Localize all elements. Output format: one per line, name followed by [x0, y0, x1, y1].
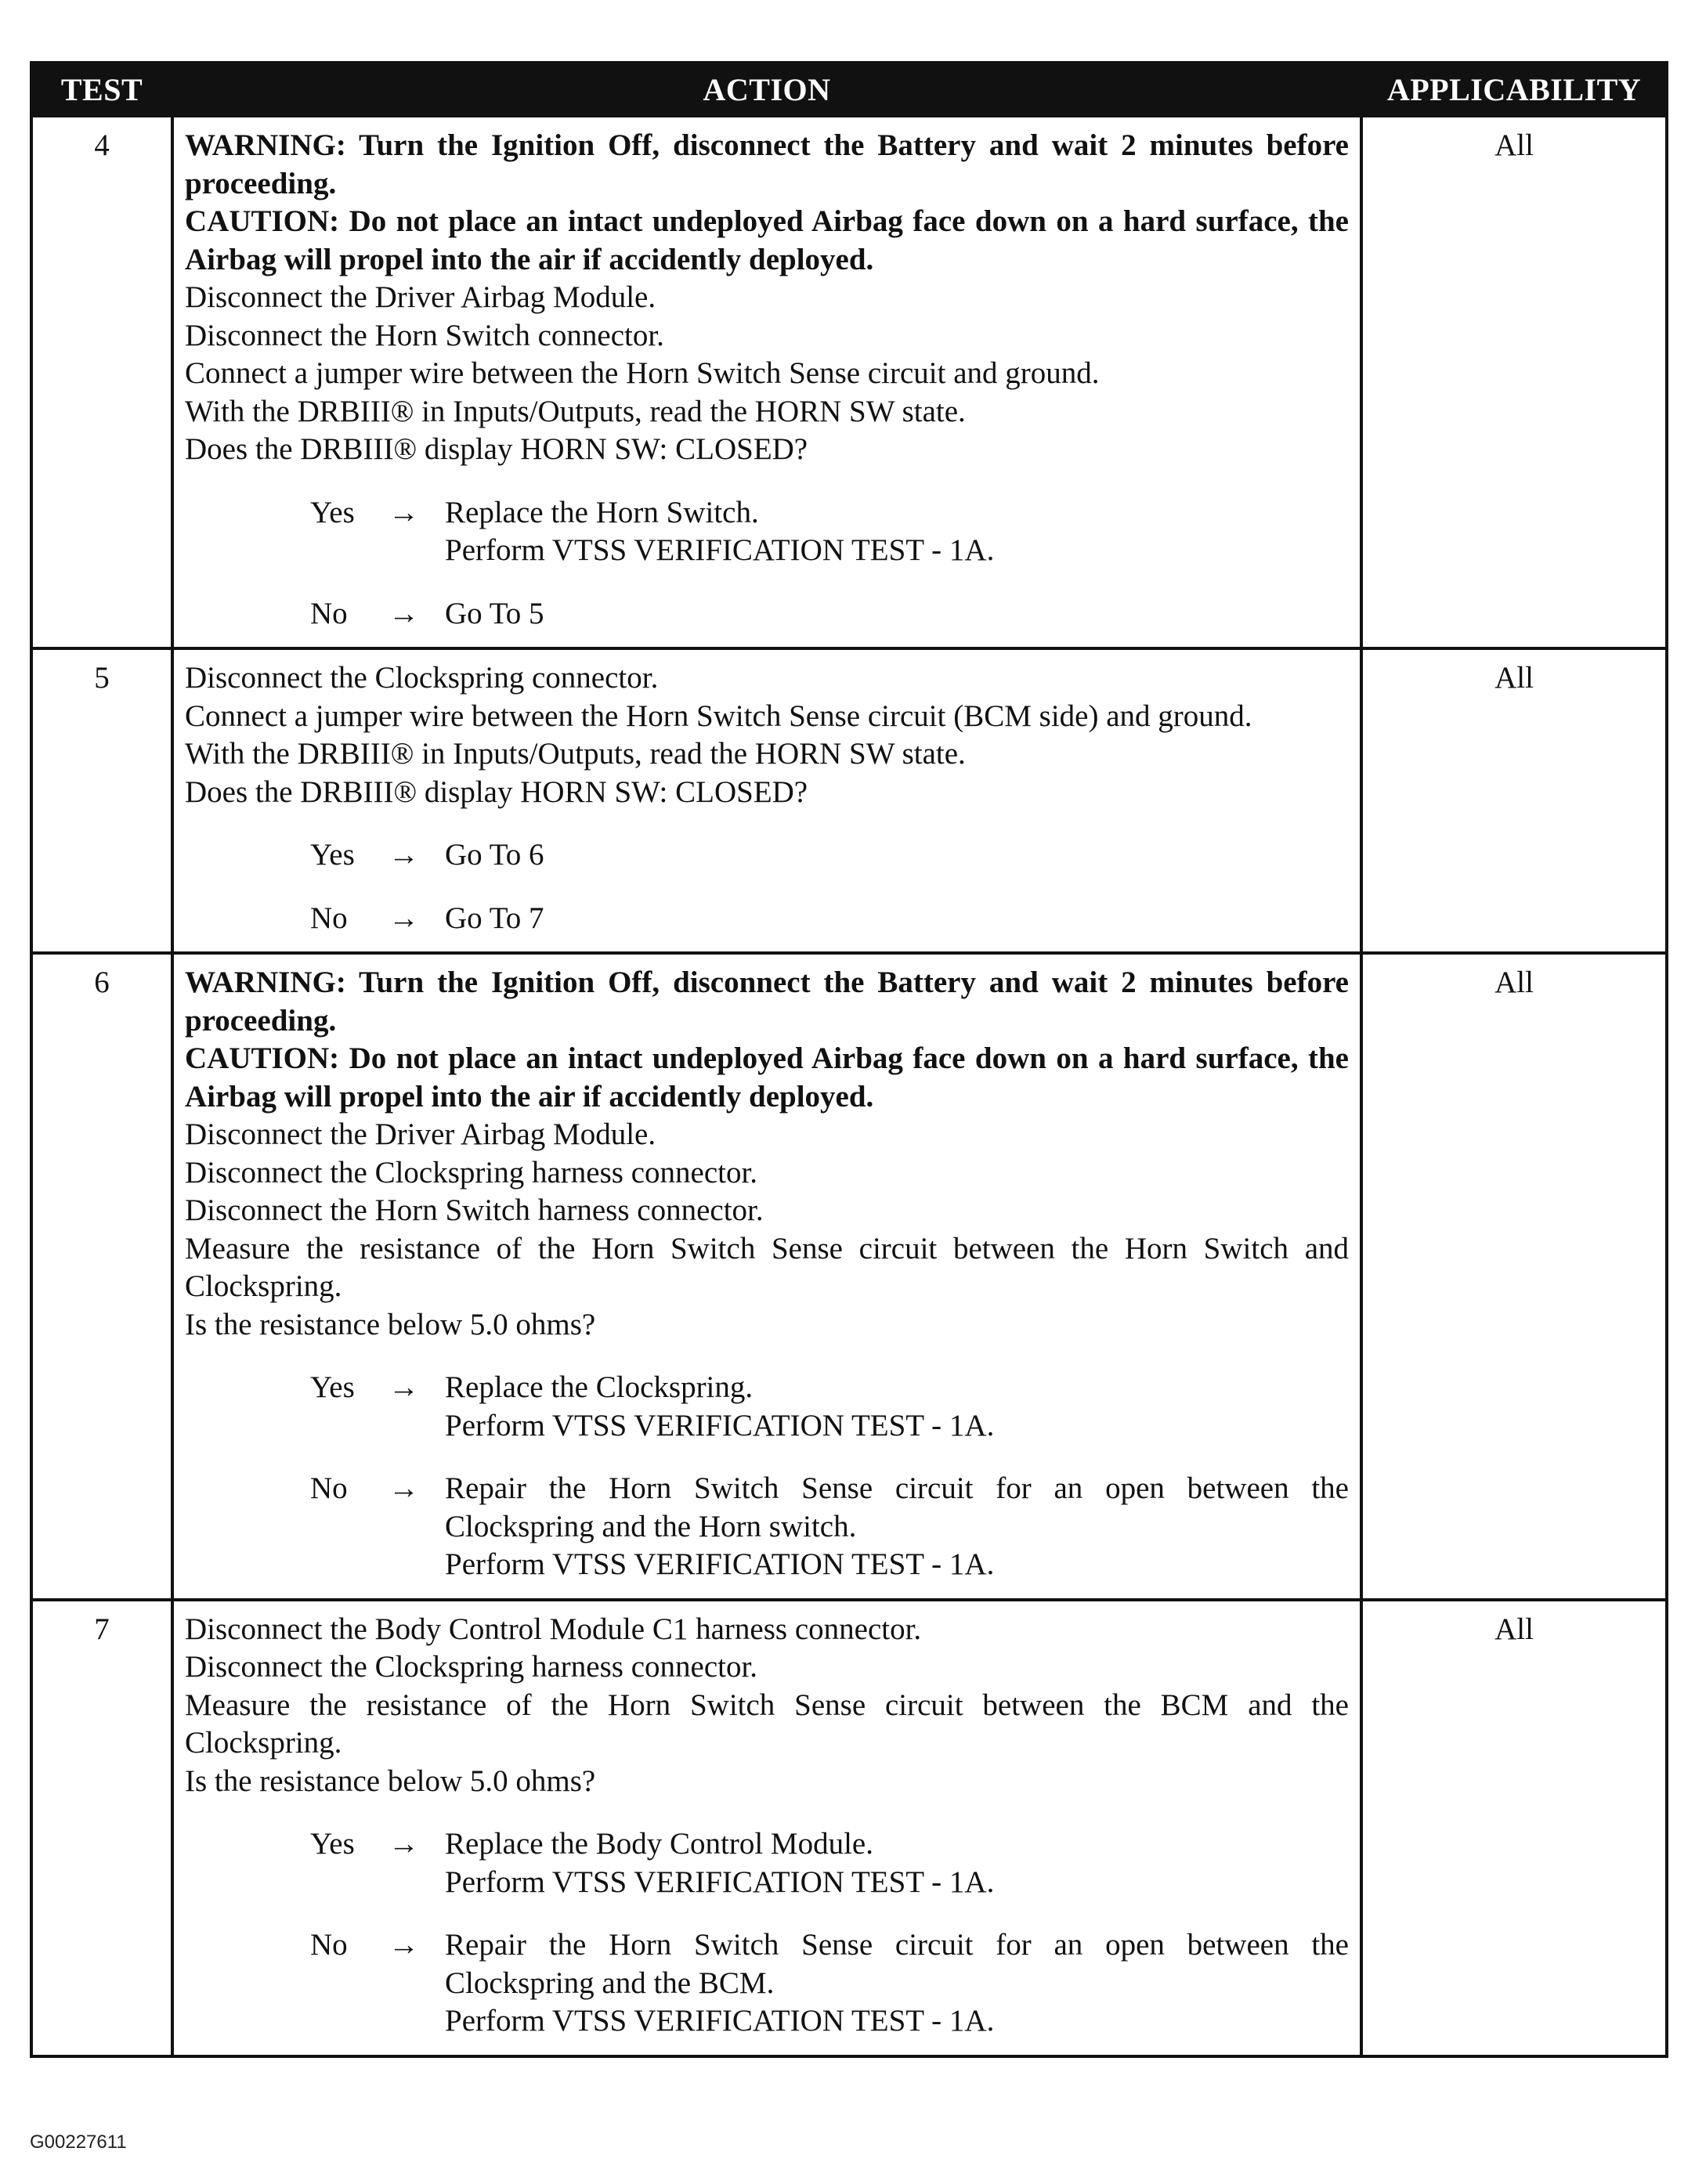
answer-list: [185, 1825, 1349, 2041]
answer-text: Repair the Horn Switch Sense circuit for an open between the Clockspring and the BCM.: [445, 1928, 1349, 2000]
instruction-text: Is the resistance below 5.0 ohms?: [185, 1307, 596, 1341]
diagnostic-test-table: [30, 61, 1668, 2058]
answer-label: Yes: [310, 838, 355, 872]
table-row: [31, 648, 1667, 953]
answer-text: Go To 6: [445, 838, 544, 872]
answer-list: [185, 494, 1349, 634]
answer-body: [445, 1470, 1349, 1584]
instruction-text: Disconnect the Clockspring connector.: [185, 661, 659, 695]
arrow-right-icon: →: [389, 1471, 419, 1505]
table-row: [31, 116, 1667, 648]
table-row: [31, 1600, 1667, 2056]
arrow-right-icon: →: [389, 1827, 419, 1861]
arrow-right-icon: →: [389, 1928, 419, 1962]
answer-text: Perform VTSS VERIFICATION TEST - 1A.: [445, 2004, 995, 2038]
instruction-text: Connect a jumper wire between the Horn Switch Sense circuit and ground.: [185, 356, 1100, 390]
answer-text: Go To 7: [445, 901, 544, 935]
instruction-text: Does the DRBIII® display HORN SW: CLOSED?: [185, 774, 808, 809]
warning-text: CAUTION: Do not place an intact undeployed Airbag face down on a hard surface, the Airbag will propel into the air if accidently deployed.: [185, 1041, 1349, 1114]
instruction-text: Disconnect the Driver Airbag Module.: [185, 1117, 656, 1151]
answer-text: Replace the Horn Switch.: [445, 495, 759, 529]
instruction-text: Connect a jumper wire between the Horn Switch Sense circuit (BCM side) and ground.: [185, 699, 1252, 733]
answer-label: No: [310, 596, 348, 630]
answer-yes: [185, 1369, 1349, 1445]
header-action: ACTION: [172, 63, 1361, 116]
instruction-text: Disconnect the Horn Switch connector.: [185, 318, 664, 352]
answer-text: Replace the Body Control Module.: [445, 1827, 873, 1861]
instruction-text: Disconnect the Body Control Module C1 harness connector.: [185, 1612, 922, 1646]
applicability-cell: All: [1361, 953, 1667, 1600]
instruction-text: With the DRBIII® in Inputs/Outputs, read the HORN SW state.: [185, 394, 966, 428]
table-row: [31, 953, 1667, 1600]
action-cell: [172, 648, 1361, 953]
arrow-right-icon: →: [389, 838, 419, 872]
arrow-right-icon: →: [389, 901, 419, 935]
header-test: TEST: [31, 63, 172, 116]
instruction-text: Measure the resistance of the Horn Switch Sense circuit between the BCM and the Clockspring.: [185, 1688, 1349, 1760]
answer-yes: [185, 494, 1349, 570]
answer-label: Yes: [310, 1827, 355, 1861]
figure-id: G00227611: [30, 2132, 127, 2153]
answer-text: Replace the Clockspring.: [445, 1370, 754, 1404]
answer-label: Yes: [310, 1370, 355, 1404]
answer-text: Perform VTSS VERIFICATION TEST - 1A.: [445, 1865, 995, 1899]
answer-body: [445, 595, 1349, 634]
warning-text: CAUTION: Do not place an intact undeployed Airbag face down on a hard surface, the Airbag will propel into the air if accidently deployed.: [185, 204, 1349, 276]
answer-text: Perform VTSS VERIFICATION TEST - 1A.: [445, 1547, 995, 1581]
answer-body: [445, 494, 1349, 570]
answer-list: [185, 1369, 1349, 1584]
answer-label: Yes: [310, 495, 355, 529]
applicability-cell: All: [1361, 648, 1667, 953]
instruction-text: Disconnect the Horn Switch harness connector.: [185, 1193, 764, 1227]
test-number: 7: [31, 1600, 172, 2056]
answer-body: [445, 1369, 1349, 1445]
warning-text: WARNING: Turn the Ignition Off, disconnect the Battery and wait 2 minutes before proceeding.: [185, 966, 1349, 1038]
answer-no: [185, 595, 1349, 634]
header-applicability: APPLICABILITY: [1361, 63, 1667, 116]
answer-body: [445, 836, 1349, 875]
arrow-right-icon: →: [389, 1370, 419, 1404]
answer-list: [185, 836, 1349, 937]
test-number: 5: [31, 648, 172, 953]
instruction-text: Measure the resistance of the Horn Switch Sense circuit between the Horn Switch and Clockspring.: [185, 1231, 1349, 1303]
instruction-text: Disconnect the Clockspring harness connector.: [185, 1650, 758, 1684]
answer-label: No: [310, 901, 348, 935]
applicability-cell: All: [1361, 1600, 1667, 2056]
instruction-text: Disconnect the Driver Airbag Module.: [185, 280, 656, 314]
instruction-text: Is the resistance below 5.0 ohms?: [185, 1763, 596, 1798]
instruction-text: Does the DRBIII® display HORN SW: CLOSED?: [185, 432, 808, 466]
action-cell: [172, 116, 1361, 648]
answer-body: [445, 900, 1349, 938]
arrow-right-icon: →: [389, 495, 419, 529]
table-body: [31, 116, 1667, 2056]
answer-no: [185, 900, 1349, 938]
test-number: 6: [31, 953, 172, 1600]
test-number: 4: [31, 116, 172, 648]
action-cell: [172, 1600, 1361, 2056]
answer-yes: [185, 1825, 1349, 1901]
answer-text: Go To 5: [445, 596, 544, 630]
answer-label: No: [310, 1471, 348, 1505]
answer-yes: [185, 836, 1349, 875]
answer-text: Perform VTSS VERIFICATION TEST - 1A.: [445, 533, 995, 567]
action-cell: [172, 953, 1361, 1600]
answer-text: Perform VTSS VERIFICATION TEST - 1A.: [445, 1408, 995, 1442]
warning-text: WARNING: Turn the Ignition Off, disconnect the Battery and wait 2 minutes before proceeding.: [185, 128, 1349, 200]
answer-body: [445, 1926, 1349, 2041]
instruction-text: Disconnect the Clockspring harness connector.: [185, 1155, 758, 1189]
answer-body: [445, 1825, 1349, 1901]
header-row: [31, 63, 1667, 116]
arrow-right-icon: →: [389, 596, 419, 630]
answer-no: [185, 1470, 1349, 1584]
instruction-text: With the DRBIII® in Inputs/Outputs, read the HORN SW state.: [185, 737, 966, 771]
answer-text: Repair the Horn Switch Sense circuit for an open between the Clockspring and the Horn switch.: [445, 1471, 1349, 1543]
answer-no: [185, 1926, 1349, 2041]
applicability-cell: All: [1361, 116, 1667, 648]
answer-label: No: [310, 1928, 348, 1962]
